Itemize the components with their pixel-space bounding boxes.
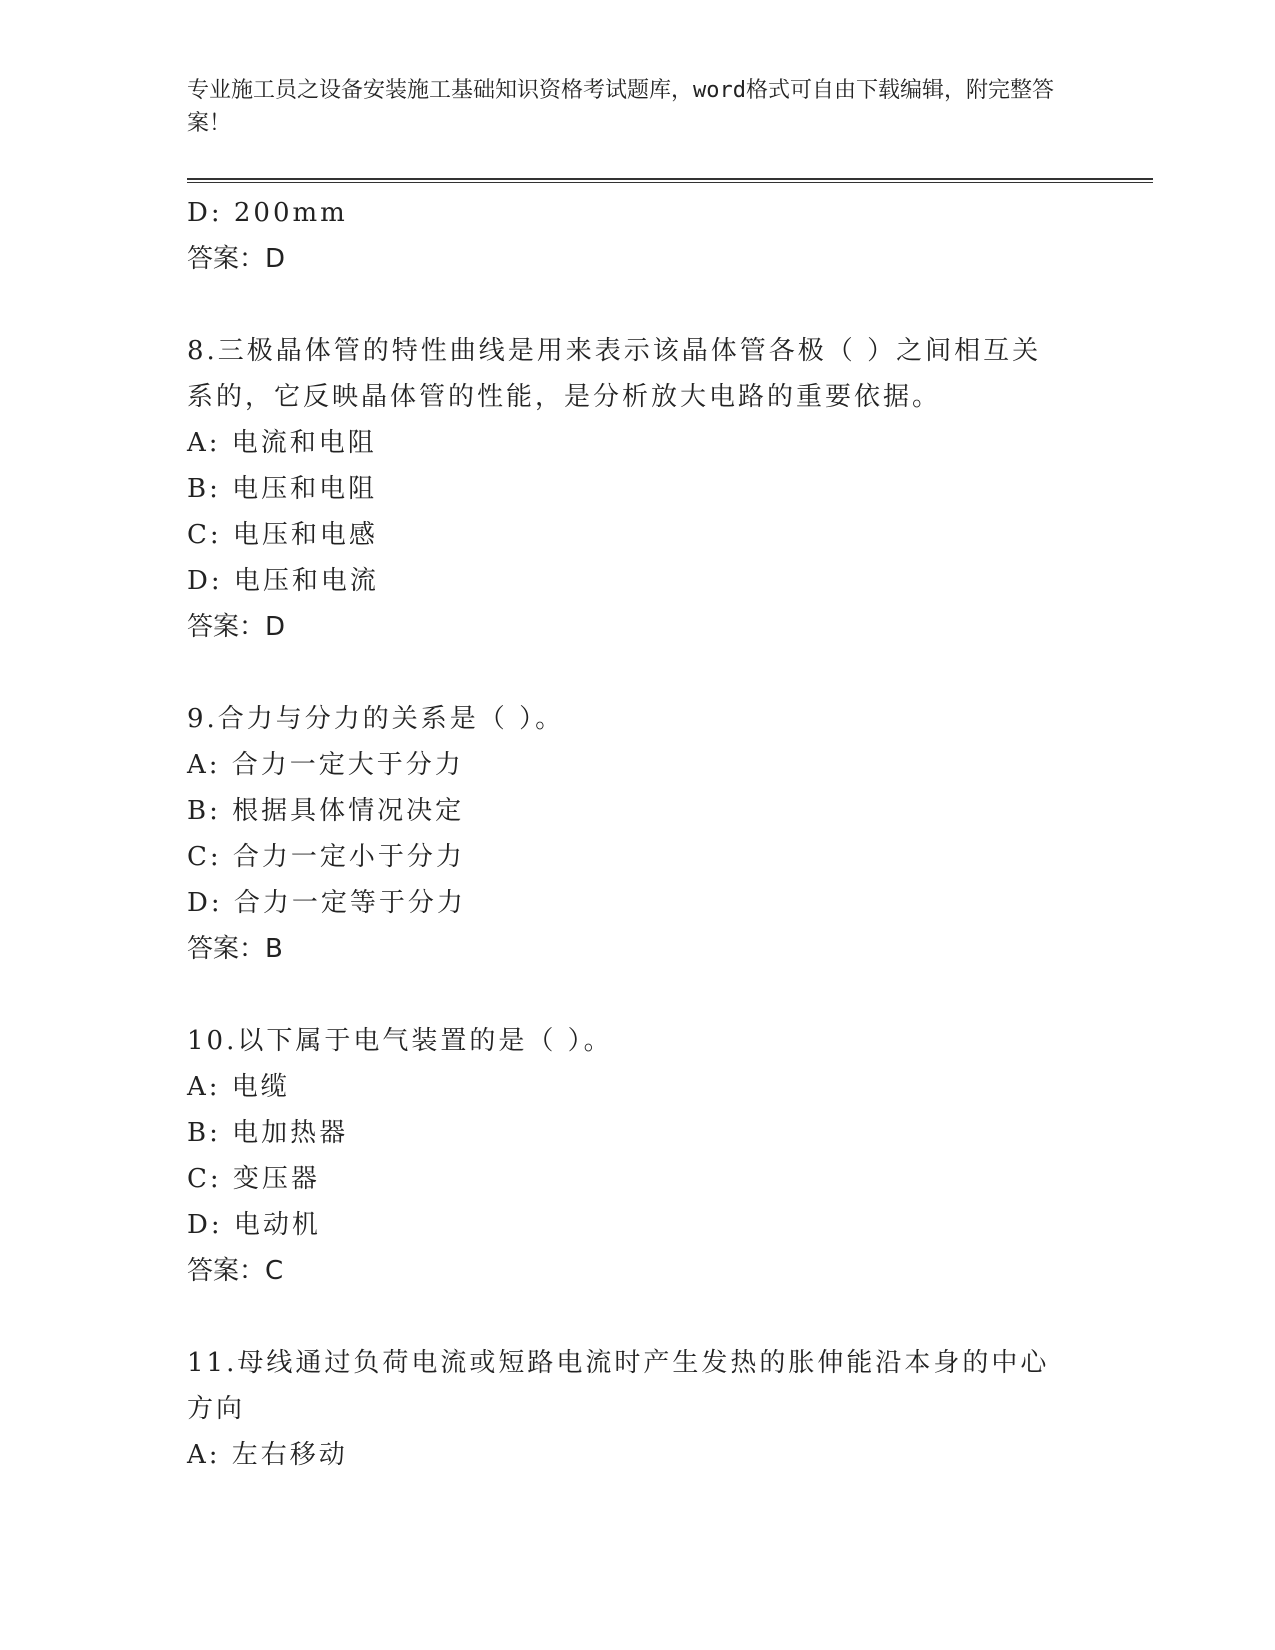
spacer [187, 1294, 1087, 1340]
option-a: A: 电流和电阻 [187, 428, 377, 458]
option-a: A: 合力一定大于分力 [187, 750, 464, 780]
option-d: D: 电压和电流 [187, 566, 379, 596]
option-c: C: 合力一定小于分力 [187, 842, 465, 872]
answer-line: 答案：B [187, 934, 283, 964]
option-c: C: 电压和电感 [187, 520, 378, 550]
question-8 [187, 328, 1087, 650]
spacer [187, 282, 1087, 328]
header-rule-thin [187, 182, 1153, 183]
option-a: A: 左右移动 [187, 1440, 348, 1470]
option-line: D: 200mm [187, 198, 348, 228]
question-stem: 9.合力与分力的关系是（ ）。 [187, 704, 565, 734]
answer-line: 答案：C [187, 1256, 284, 1286]
option-b: B: 根据具体情况决定 [187, 796, 465, 826]
option-d: D: 电动机 [187, 1210, 321, 1240]
option-b: B: 电压和电阻 [187, 474, 378, 504]
answer-line: 答案：D [187, 244, 286, 274]
question-stem: 11.母线通过负荷电流或短路电流时产生发热的胀伸能沿本身的中心方向 [187, 1348, 1050, 1424]
question-10 [187, 1018, 1087, 1294]
header-rule-thick [187, 178, 1153, 180]
option-d: D: 合力一定等于分力 [187, 888, 466, 918]
question-9 [187, 696, 1087, 972]
question-11 [187, 1340, 1087, 1478]
page-header [187, 74, 1087, 140]
header-text: 专业施工员之设备安装施工基础知识资格考试题库，word格式可自由下载编辑，附完整答案！ [187, 78, 1054, 136]
option-c: C: 变压器 [187, 1164, 320, 1194]
option-a: A: 电缆 [187, 1072, 290, 1102]
exam-content [187, 190, 1087, 1478]
spacer [187, 650, 1087, 696]
question-stem: 8.三极晶体管的特性曲线是用来表示该晶体管各极（ ）之间相互关系的，它反映晶体管的性能，是分析放大电路的重要依据。 [187, 336, 1042, 412]
answer-line: 答案：D [187, 612, 286, 642]
question-stem: 10.以下属于电气装置的是（ ）。 [187, 1026, 613, 1056]
spacer [187, 972, 1087, 1018]
option-b: B: 电加热器 [187, 1118, 349, 1148]
